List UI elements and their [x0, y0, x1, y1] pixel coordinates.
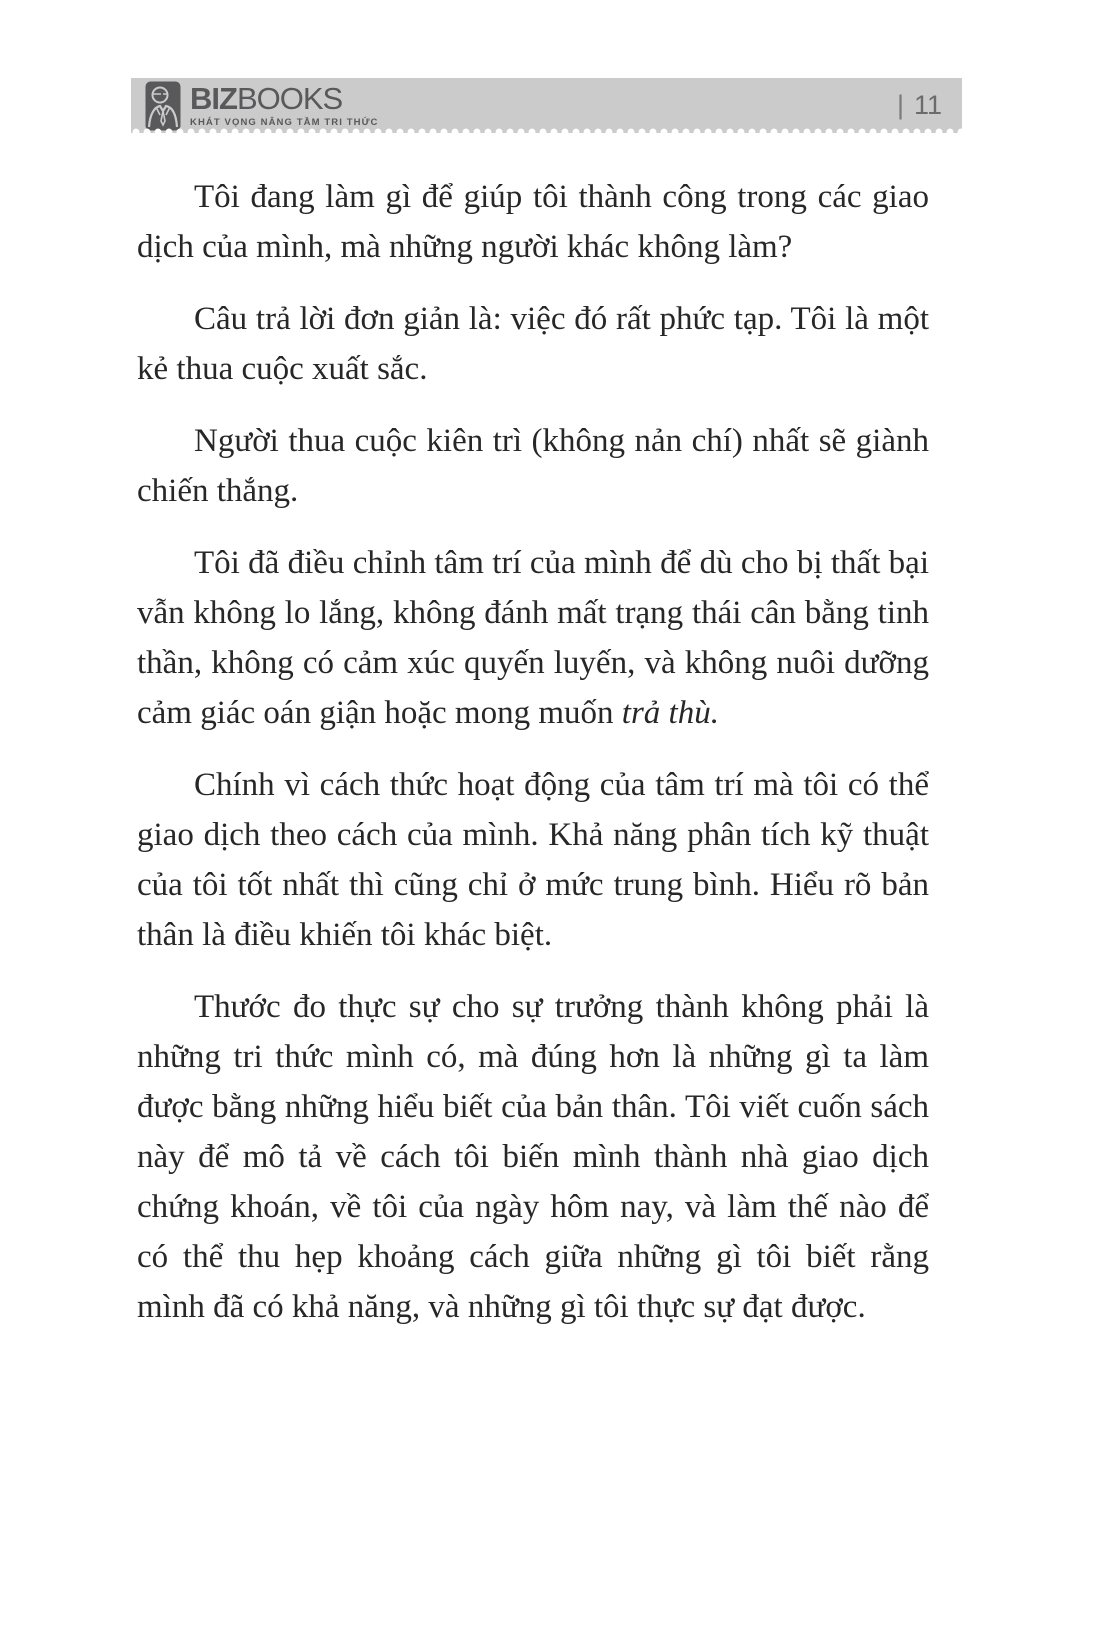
- paragraph: [137, 416, 929, 516]
- brand-tagline: KHÁT VỌNG NÂNG TẦM TRI THỨC: [190, 116, 379, 128]
- brand-name: [190, 80, 379, 116]
- paragraph-text: Tôi đang làm gì để giúp tôi thành công trong các giao dịch của mình, mà những người khác không làm?: [137, 179, 929, 265]
- header-bar: [131, 78, 962, 133]
- paragraph: [137, 982, 929, 1332]
- bizbooks-logo: [145, 81, 379, 131]
- bizbooks-logo-icon: [145, 81, 181, 131]
- paragraph-text: Chính vì cách thức hoạt động của tâm trí mà tôi có thể giao dịch theo cách của mình. Khả năng phân tích kỹ thuật của tôi tốt nhất thì cũng chỉ ở mức trung bình. Hiểu rõ bản thân là điều khiến tôi khác biệt.: [137, 767, 929, 953]
- brand-biz: BIZ: [190, 80, 237, 116]
- paragraph-text: Tôi đã điều chỉnh tâm trí của mình để dù cho bị thất bại vẫn không lo lắng, không đánh mất trạng thái cân bằng tinh thần, không có cảm xúc quyến luyến, và không nuôi dưỡng cảm giác oán giận hoặc mong muốn: [137, 545, 929, 731]
- logo-text: [190, 80, 379, 128]
- paragraph: [137, 538, 929, 738]
- paragraph-text: Câu trả lời đơn giản là: việc đó rất phức tạp. Tôi là một kẻ thua cuộc xuất sắc.: [137, 301, 929, 387]
- page-content: [137, 172, 929, 1354]
- brand-books: BOOKS: [236, 80, 343, 116]
- paragraph: [137, 172, 929, 272]
- paragraph-text-italic: trả thù.: [621, 695, 719, 731]
- page-number: [897, 90, 942, 121]
- paragraph: [137, 294, 929, 394]
- paragraph: [137, 760, 929, 960]
- paragraph-text: Thước đo thực sự cho sự trưởng thành không phải là những tri thức mình có, mà đúng hơn là những gì ta làm được bằng những hiểu biết của bản thân. Tôi viết cuốn sách này để mô tả về cách tôi biến mình thành nhà giao dịch chứng khoán, về tôi của ngày hôm nay, và làm thế nào để có thể thu hẹp khoảng cách giữa những gì tôi biết rằng mình đã có khả năng, và những gì tôi thực sự đạt được.: [137, 989, 929, 1325]
- page-number-value: 11: [913, 90, 942, 120]
- page-number-separator: |: [896, 90, 904, 120]
- paragraph-text: Người thua cuộc kiên trì (không nản chí) nhất sẽ giành chiến thắng.: [137, 423, 929, 509]
